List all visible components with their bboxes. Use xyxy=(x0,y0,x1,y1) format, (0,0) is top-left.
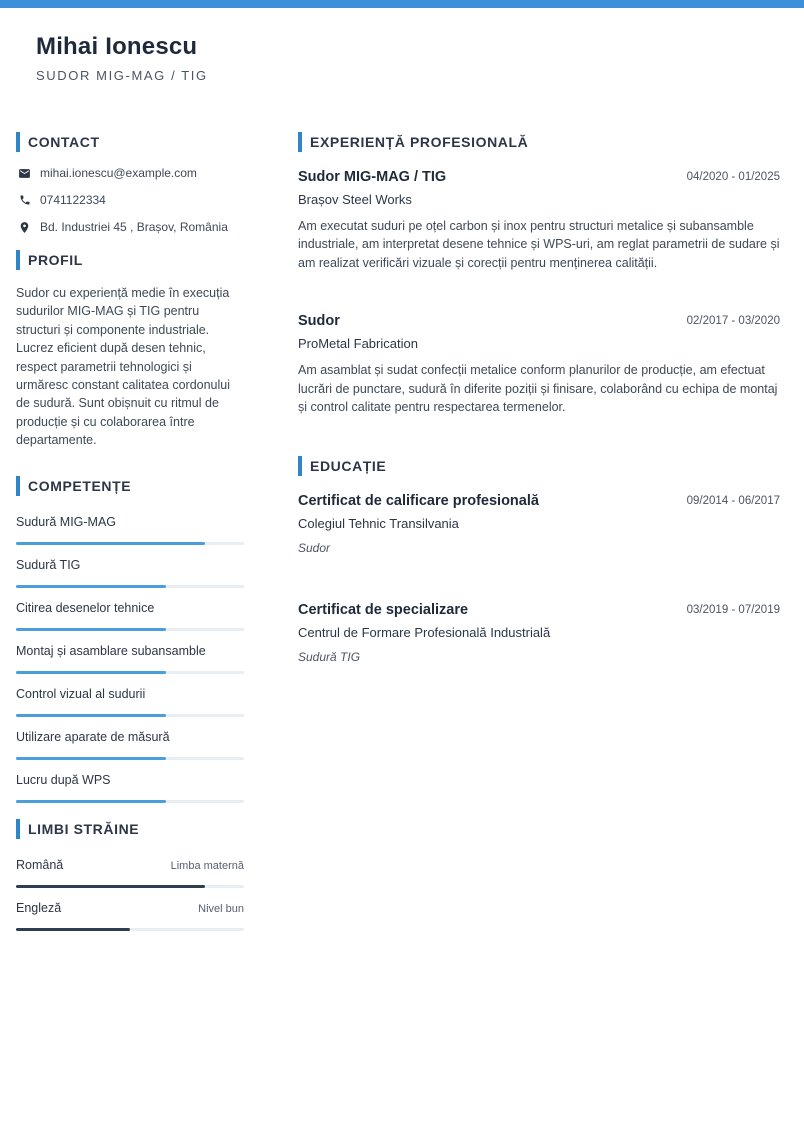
skill-bar xyxy=(16,757,244,760)
contact-text: mihai.ionescu@example.com xyxy=(40,166,197,180)
job-title: Sudor xyxy=(298,313,340,330)
job-company: Brașov Steel Works xyxy=(298,192,412,207)
resume-body xyxy=(0,83,804,943)
degree-title: Certificat de calificare profesională xyxy=(298,493,539,510)
location-icon xyxy=(18,221,31,234)
skill-item xyxy=(16,514,244,545)
skill-label: Lucru după WPS xyxy=(16,772,111,787)
contact-text: 0741122334 xyxy=(40,193,106,207)
experience-entry xyxy=(298,168,780,272)
education-entry-header xyxy=(298,601,780,620)
language-row xyxy=(16,857,244,873)
experience-entry-header xyxy=(298,312,780,331)
sidebar xyxy=(16,132,244,943)
job-description: Am asamblat și sudat confecții metalice conform planurilor de producție, am efectuat lucrări de punctare, sudură în diferite poziții și finisare, colaborând cu echipa de montaj și control calitate pentru respectarea termenelor. xyxy=(298,363,778,415)
language-bar-fill xyxy=(16,885,205,888)
degree-dates: 03/2019 - 07/2019 xyxy=(686,604,780,617)
language-label: Engleză xyxy=(16,900,62,915)
contact-section xyxy=(16,132,244,234)
skill-bar-fill xyxy=(16,671,166,674)
skill-item xyxy=(16,729,244,760)
language-bar-fill xyxy=(16,928,130,931)
language-bar xyxy=(16,928,244,931)
profile-section xyxy=(16,250,244,450)
language-level: Nivel bun xyxy=(198,902,244,915)
education-section xyxy=(298,456,780,664)
degree-dates: 09/2014 - 06/2017 xyxy=(686,495,780,508)
languages-list xyxy=(16,857,244,931)
skill-label: Montaj și asamblare subansamble xyxy=(16,643,206,658)
contact-heading: CONTACT xyxy=(16,132,244,152)
skills-heading: COMPETENȚE xyxy=(16,476,244,496)
top-accent-bar xyxy=(0,0,804,8)
job-company: ProMetal Fabrication xyxy=(298,336,418,352)
skill-label: Utilizare aparate de măsură xyxy=(16,729,170,744)
profile-text: Sudor cu experiență medie în execuția sudurilor MIG-MAG și TIG pentru structuri și componente industriale. Lucrez eficient după desen tehnic, respect parametrii tehnologici și urmăresc constant calitatea cordonului de sudură. Sunt obișnuit cu ritmul de producție și cu colaborarea între departamente. xyxy=(16,286,231,448)
skill-bar xyxy=(16,714,244,717)
skill-bar xyxy=(16,585,244,588)
job-title: Sudor MIG-MAG / TIG xyxy=(298,169,447,185)
language-row xyxy=(16,900,244,916)
skill-bar xyxy=(16,671,244,674)
contact-text: Bd. Industriei 45 , Brașov, România xyxy=(40,220,228,234)
skill-label: Sudură MIG-MAG xyxy=(16,514,117,529)
person-name: Mihai Ionescu xyxy=(36,33,198,60)
contact-item xyxy=(16,166,244,180)
education-entry xyxy=(298,601,780,664)
skill-item xyxy=(16,557,244,588)
languages-heading: LIMBI STRĂINE xyxy=(16,819,244,839)
experience-heading: EXPERIENȚĂ PROFESIONALĂ xyxy=(298,132,780,152)
education-list xyxy=(298,492,780,664)
person-job-title: SUDOR MIG-MAG / TIG xyxy=(36,68,208,83)
language-bar xyxy=(16,885,244,888)
skill-bar-fill xyxy=(16,714,166,717)
contact-item xyxy=(16,220,244,234)
skill-bar-fill xyxy=(16,585,166,588)
skill-label: Citirea desenelor tehnice xyxy=(16,600,155,615)
skill-item xyxy=(16,600,244,631)
skill-bar xyxy=(16,542,244,545)
language-item xyxy=(16,857,244,888)
profile-heading: PROFIL xyxy=(16,250,244,270)
language-item xyxy=(16,900,244,931)
contact-list xyxy=(16,166,244,234)
education-heading: EDUCAȚIE xyxy=(298,456,780,476)
resume-header xyxy=(0,8,804,83)
skill-bar-fill xyxy=(16,542,205,545)
language-level: Limba maternă xyxy=(170,859,244,872)
degree-title: Certificat de specializare xyxy=(298,602,469,619)
job-dates: 02/2017 - 03/2020 xyxy=(686,315,780,328)
skill-bar-fill xyxy=(16,800,166,803)
skill-label: Control vizual al sudurii xyxy=(16,686,146,701)
specialization: Sudor xyxy=(298,541,331,556)
skills-section xyxy=(16,476,244,803)
experience-entry-header xyxy=(298,168,780,187)
skill-bar-fill xyxy=(16,628,166,631)
skill-bar-fill xyxy=(16,757,166,760)
school-name: Colegiul Tehnic Transilvania xyxy=(298,516,459,532)
experience-entry xyxy=(298,312,780,416)
email-icon xyxy=(18,167,31,180)
skills-list xyxy=(16,514,244,803)
job-dates: 04/2020 - 01/2025 xyxy=(686,171,780,183)
language-label: Română xyxy=(16,857,64,872)
school-name: Centrul de Formare Profesională Industrială xyxy=(298,625,551,641)
education-entry-header xyxy=(298,492,780,511)
phone-icon xyxy=(18,194,31,207)
skill-label: Sudură TIG xyxy=(16,557,81,572)
main-column xyxy=(298,132,780,943)
skill-bar xyxy=(16,628,244,631)
skill-item xyxy=(16,643,244,674)
languages-section xyxy=(16,819,244,931)
job-description: Am executat suduri pe oțel carbon și inox pentru structuri metalice și subansamble industriale, am interpretat desene tehnice și WPS-uri, am reglat parametrii de sudare și am realizat verificări vizuale și corecții pentru menținerea calității. xyxy=(298,219,780,270)
skill-item xyxy=(16,772,244,803)
skill-bar xyxy=(16,800,244,803)
experience-list xyxy=(298,168,780,416)
education-entry xyxy=(298,492,780,555)
specialization: Sudură TIG xyxy=(298,650,361,665)
skill-item xyxy=(16,686,244,717)
contact-item xyxy=(16,193,244,207)
experience-section xyxy=(298,132,780,416)
